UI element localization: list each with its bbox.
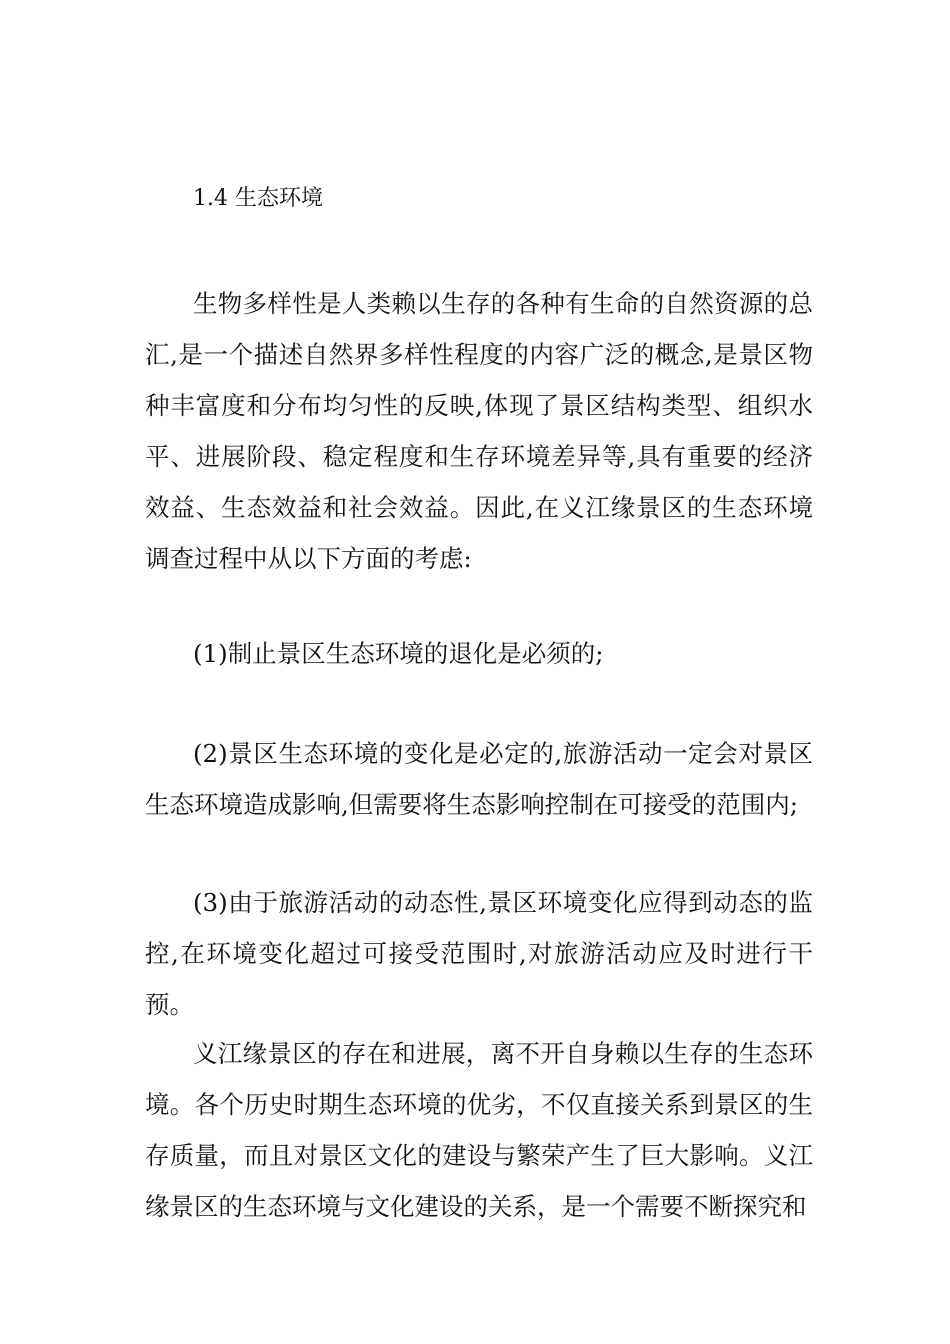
section-heading: 1.4 生态环境 [193, 186, 323, 211]
list-item-1: (1)制止景区生态环境的退化是必须的; [193, 639, 604, 668]
paragraph-biodiversity: 生物多样性是人类赖以生存的各种有生命的自然资源的总汇,是一个描述自然界多样性程度的内容广泛的概念,是景区物种丰富度和分布均匀性的反映,体现了景区结构类型、组织水平、进展阶段、稳定程度和生存环境差异等,具有重要的经济效益、生态效益和社会效益。因此,在义江缘景区的生态环境调查过程中从以下方面的考虑: [145, 289, 813, 573]
paragraph-ecology-culture: 义江缘景区的存在和进展，离不开自身赖以生存的生态环境。各个历史时期生态环境的优劣，不仅直接关系到景区的生存质量，而且对景区文化的建设与繁荣产生了巨大影响。义江缘景区的生态环境与文化建设的关系，是一个需要不断探究和 [145, 1039, 813, 1221]
list-item-3: (3)由于旅游活动的动态性,景区环境变化应得到动态的监控,在环境变化超过可接受范围时,对旅游活动应及时进行干预。 [145, 888, 813, 1019]
list-item-2: (2)景区生态环境的变化是必定的,旅游活动一定会对景区生态环境造成影响,但需要将生态影响控制在可接受的范围内; [145, 739, 813, 819]
